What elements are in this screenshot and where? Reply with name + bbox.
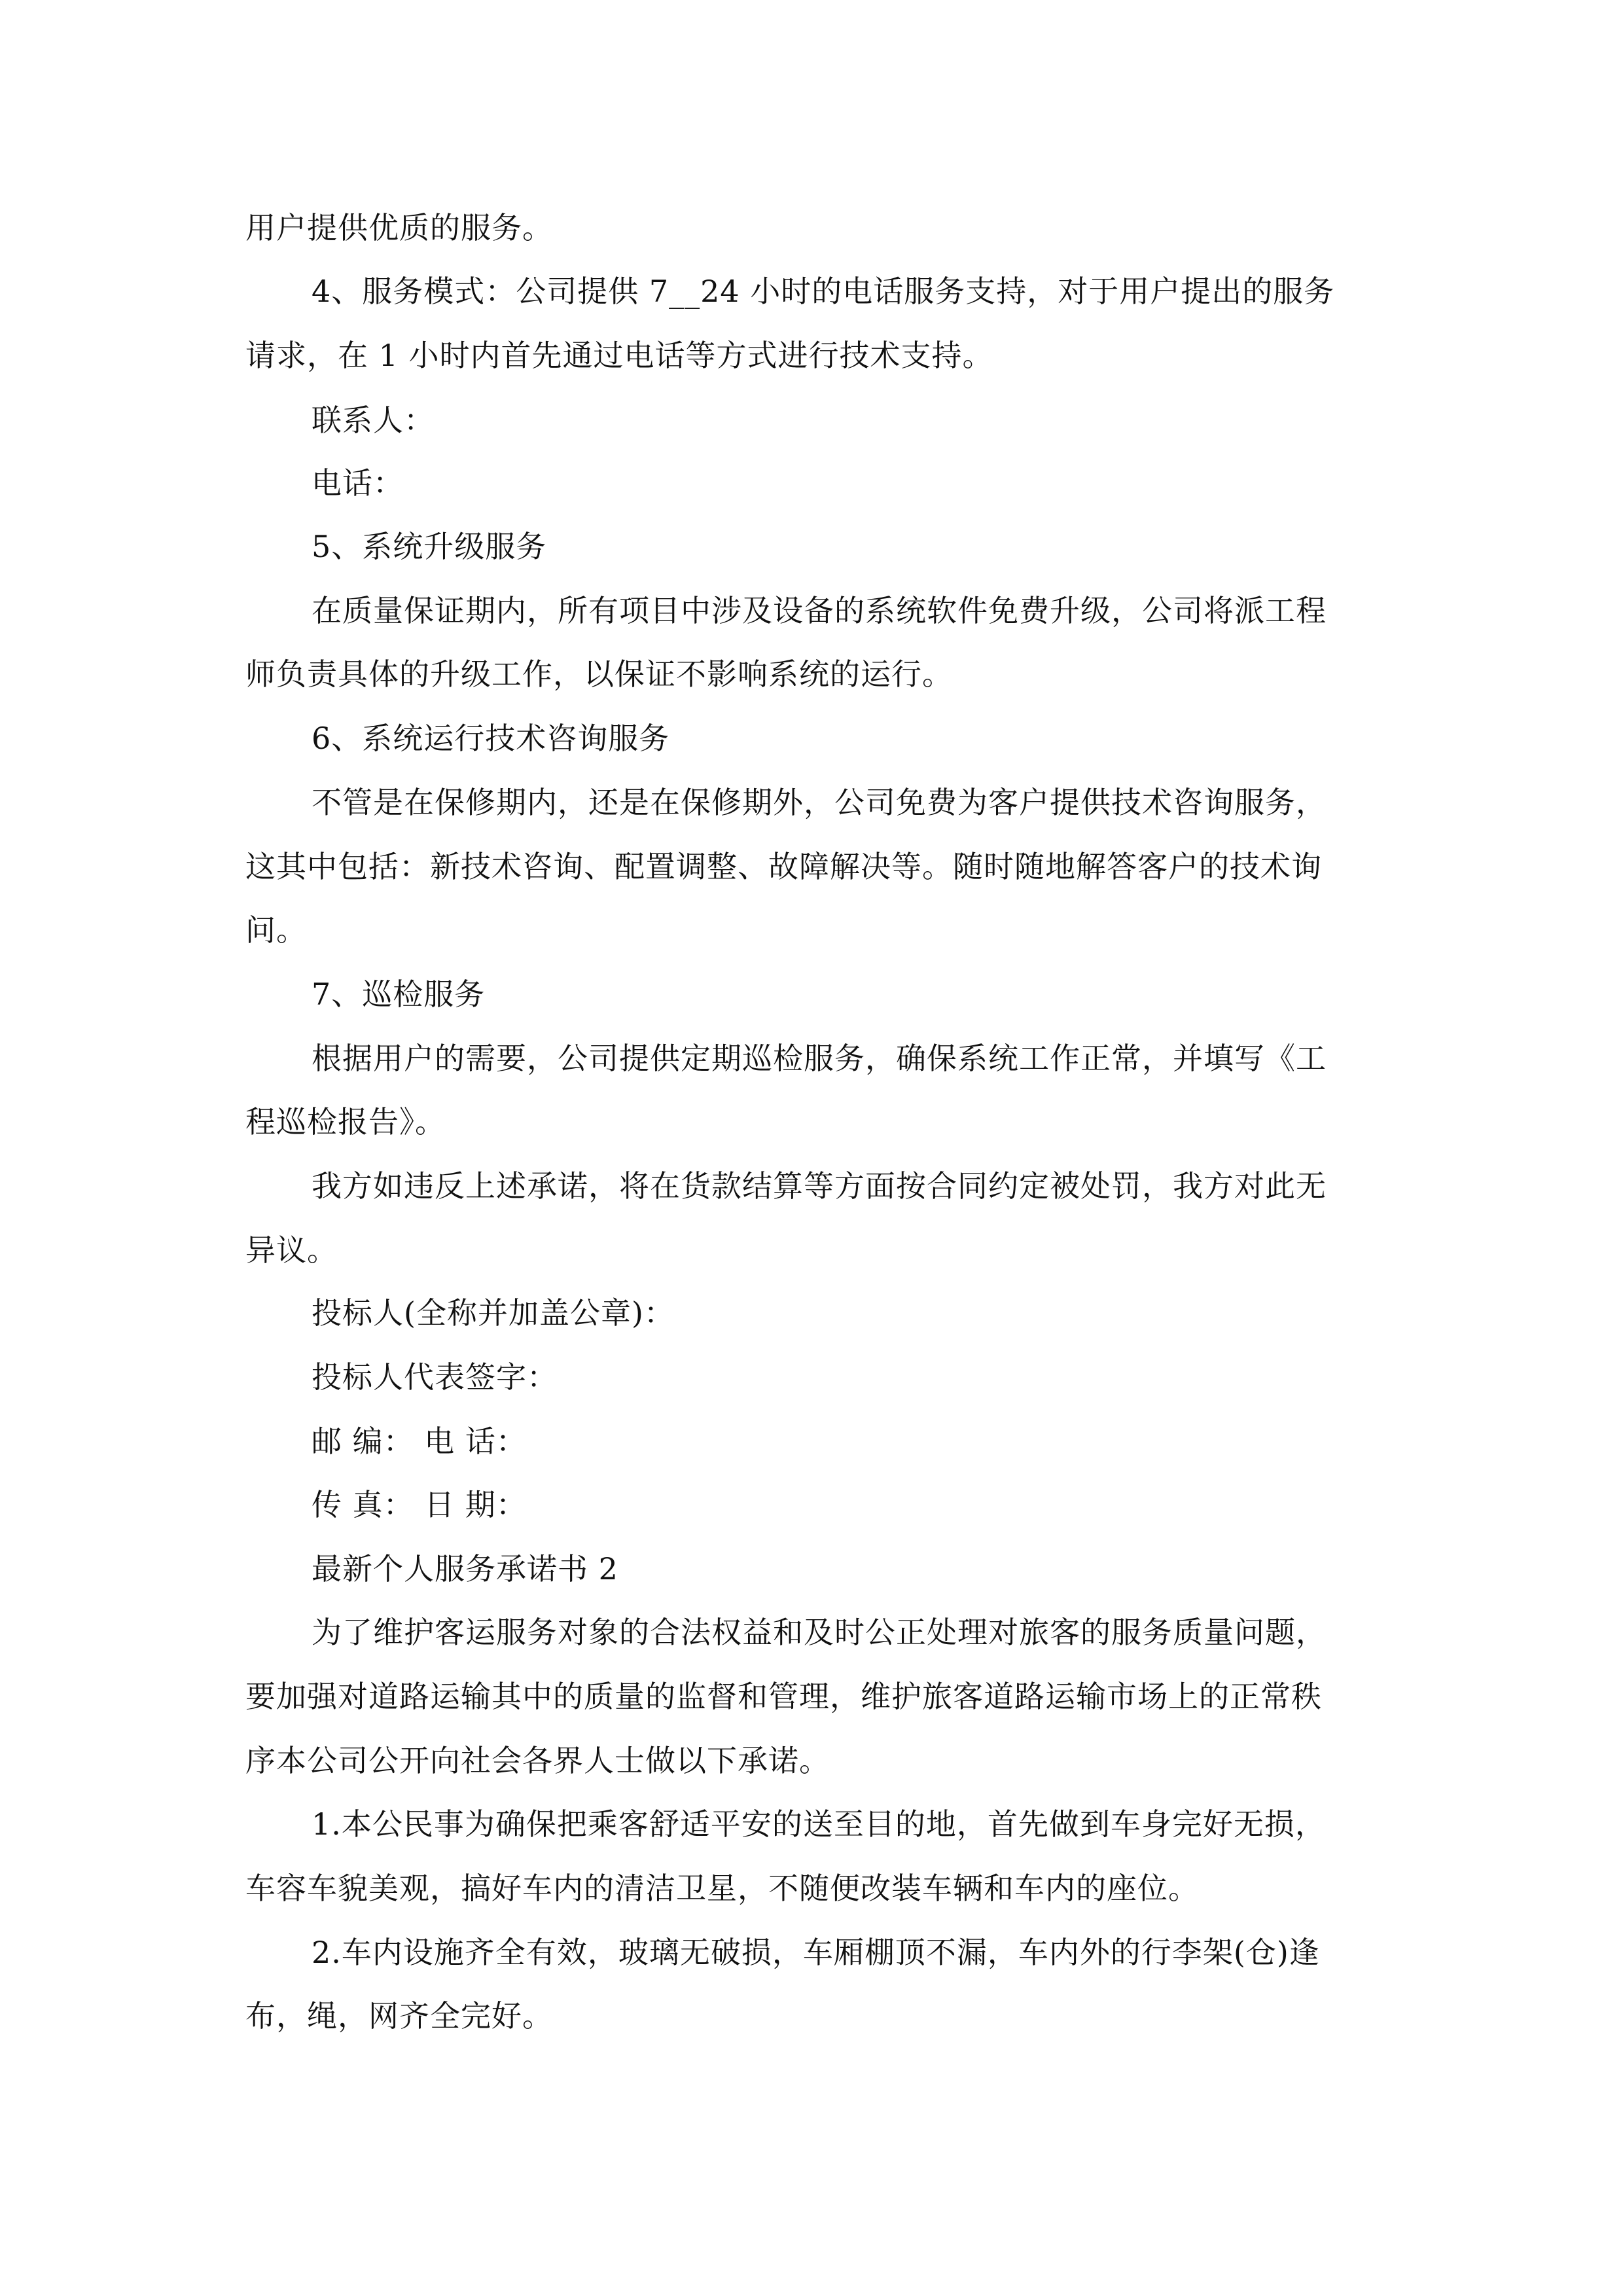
body-text-line: 用户提供优质的服务。 [245, 210, 553, 245]
body-text-line: 问。 [245, 912, 307, 948]
fax-date-label: 传 真： 日 期： [312, 1487, 527, 1522]
body-text-line: 这其中包括：新技术咨询、配置调整、故障解决等。随时随地解答客户的技术询 [245, 849, 1322, 884]
body-text-line: 我方如违反上述承诺，将在货款结算等方面按合同约定被处罚，我方对此无 [312, 1168, 1327, 1204]
body-text-line: 不管是在保修期内，还是在保修期外，公司免费为客户提供技术咨询服务， [312, 785, 1327, 820]
contact-person-label: 联系人： [312, 403, 435, 438]
body-text-line: 为了维护客运服务对象的合法权益和及时公正处理对旅客的服务质量问题， [312, 1615, 1327, 1650]
body-text-line: 2.车内设施齐全有效，玻璃无破损，车厢棚顶不漏，车内外的行李架(仓)逢 [312, 1935, 1320, 1970]
body-text-line: 车容车貌美观，搞好车内的清洁卫星，不随便改装车辆和车内的座位。 [245, 1871, 1199, 1906]
body-text-line: 师负责具体的升级工作，以保证不影响系统的运行。 [245, 656, 953, 692]
bidder-label: 投标人(全称并加盖公章)： [312, 1295, 675, 1331]
postcode-phone-label: 邮 编： 电 话： [312, 1424, 527, 1459]
body-text-line: 异议。 [245, 1232, 338, 1268]
body-text-line: 请求，在 1 小时内首先通过电话等方式进行技术支持。 [245, 338, 993, 373]
section-heading: 4、服务模式：公司提供 7__24 小时的电话服务支持，对于用户提出的服务 [312, 274, 1335, 309]
section-heading: 6、系统运行技术咨询服务 [312, 721, 670, 756]
body-text-line: 根据用户的需要，公司提供定期巡检服务，确保系统工作正常，并填写《工 [312, 1041, 1327, 1076]
body-text-line: 序本公司公开向社会各界人士做以下承诺。 [245, 1743, 830, 1778]
section-heading: 7、巡检服务 [312, 977, 486, 1012]
section-heading: 5、系统升级服务 [312, 529, 547, 564]
bidder-signature-label: 投标人代表签字： [312, 1359, 558, 1395]
body-text-line: 1.本公民事为确保把乘客舒适平安的送至目的地，首先做到车身完好无损， [312, 1806, 1326, 1842]
document-title: 最新个人服务承诺书 2 [312, 1551, 618, 1587]
body-text-line: 程巡检报告》。 [245, 1104, 446, 1139]
body-text-line: 要加强对道路运输其中的质量的监督和管理，维护旅客道路运输市场上的正常秩 [245, 1679, 1322, 1714]
body-text-line: 布，绳，网齐全完好。 [245, 1998, 553, 2034]
body-text-line: 在质量保证期内，所有项目中涉及设备的系统软件免费升级，公司将派工程 [312, 593, 1327, 628]
phone-label: 电话： [312, 465, 404, 501]
